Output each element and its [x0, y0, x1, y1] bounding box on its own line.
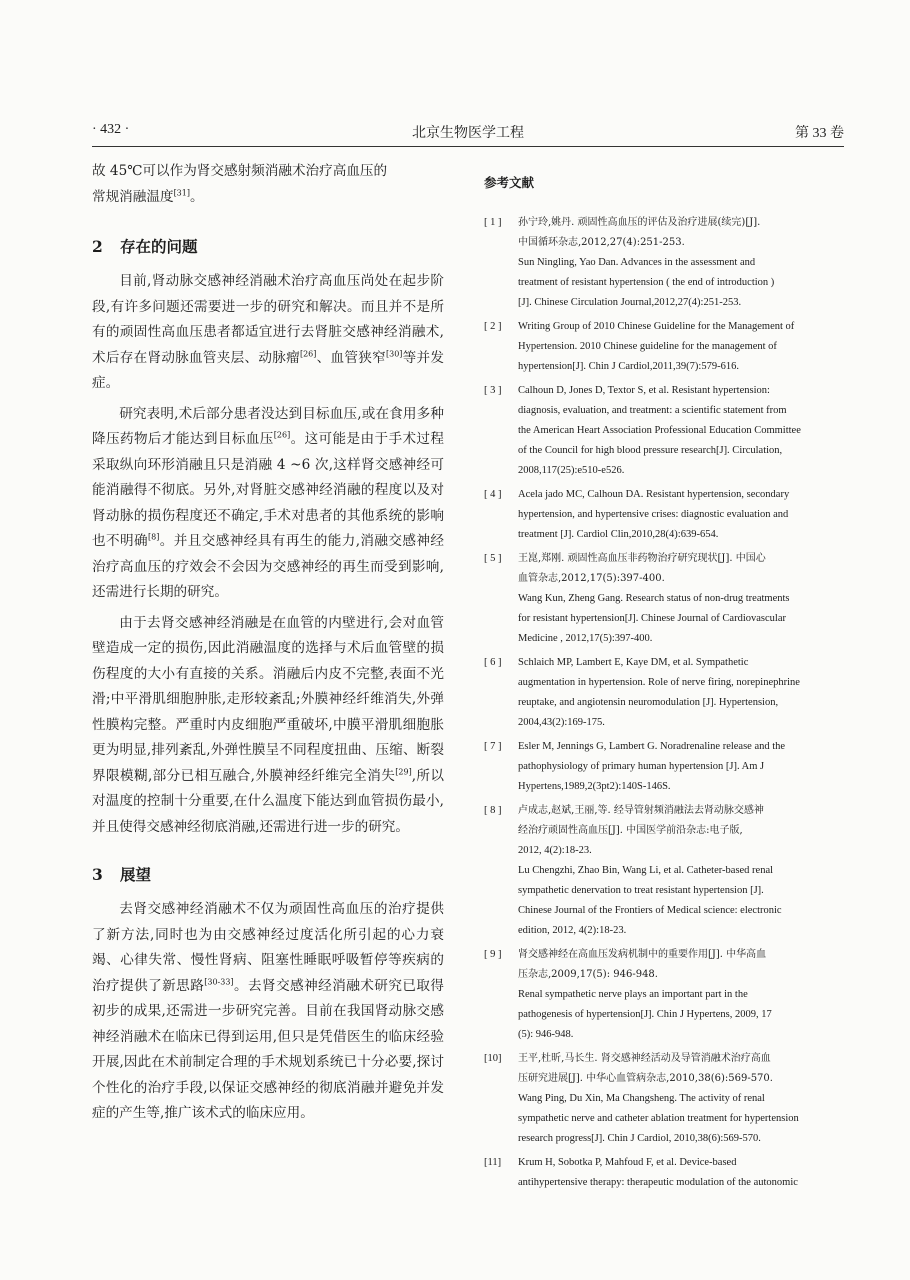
reference-line: 卢成志,赵斌,王丽,等. 经导管射频消融法去肾动脉交感神: [518, 805, 764, 816]
paragraph: 目前,肾动脉交感神经消融术治疗高血压尚处在起步阶段,有许多问题还需要进一步的研究和解决。而且并不是所有的顽固性高血压患者都适宜进行去肾脏交感神经消融术,术后存在肾动脉血管夹层、动脉瘤[26]、血管狭窄[30]等并发症。: [92, 273, 444, 391]
reference-number: [ 1 ]: [484, 217, 502, 228]
reference-number: [ 8 ]: [484, 805, 502, 816]
reference-line: 2012, 4(2):18-23.: [518, 845, 592, 856]
reference-item: [484, 653, 844, 733]
reference-line: research progress[J]. Chin J Cardiol, 2010,38(6):569-570.: [518, 1133, 761, 1144]
reference-line: pathogenesis of hypertension[J]. Chin J Hypertens, 2009, 17: [518, 1009, 772, 1020]
reference-line: Krum H, Sobotka P, Mahfoud F, et al. Device-based: [518, 1157, 737, 1168]
reference-line: 肾交感神经在高血压发病机制中的重要作用[J]. 中华高血: [518, 949, 767, 960]
reference-line: Wang Ping, Du Xin, Ma Changsheng. The activity of renal: [518, 1093, 765, 1104]
reference-line: Calhoun D, Jones D, Textor S, et al. Resistant hypertension:: [518, 385, 770, 396]
reference-item: [484, 945, 844, 1045]
header-rule: [92, 146, 844, 147]
reference-number: [ 7 ]: [484, 741, 502, 752]
reference-line: Wang Kun, Zheng Gang. Research status of non-drug treatments: [518, 593, 790, 604]
reference-item: [484, 737, 844, 797]
reference-number: [ 9 ]: [484, 949, 502, 960]
reference-item: [484, 1049, 844, 1149]
reference-line: reuptake, and angiotensin neuromodulation [J]. Hypertension,: [518, 697, 779, 708]
reference-line: diagnosis, evaluation, and treatment: a scientific statement from: [518, 405, 787, 416]
reference-line: 中国循环杂志,2012,27(4):251-253.: [518, 237, 685, 248]
reference-item: [484, 549, 844, 649]
reference-line: for resistant hypertension[J]. Chinese Journal of Cardiovascular: [518, 613, 786, 624]
reference-line: Renal sympathetic nerve plays an important part in the: [518, 989, 748, 1000]
reference-number: [ 6 ]: [484, 657, 502, 668]
reference-item: [484, 801, 844, 941]
page-header: [92, 118, 844, 144]
reference-line: 孙宁玲,姚丹. 顽固性高血压的评估及治疗进展(续完)[J].: [518, 217, 761, 228]
reference-number: [11]: [484, 1157, 502, 1168]
reference-line: Hypertension. 2010 Chinese guideline for the management of: [518, 341, 777, 352]
reference-line: edition, 2012, 4(2):18-23.: [518, 925, 627, 936]
reference-number: [ 2 ]: [484, 321, 502, 332]
left-column: [92, 159, 444, 1127]
reference-line: pathophysiology of primary human hypertension [J]. Am J: [518, 761, 765, 772]
section-heading-2: 2 存在的问题: [92, 237, 198, 256]
reference-item: [484, 381, 844, 481]
reference-line: sympathetic denervation to treat resistant hypertension [J].: [518, 885, 764, 896]
volume-label: 第 33 卷: [795, 126, 844, 141]
reference-item: [484, 1153, 844, 1193]
reference-line: hypertension, and hypertensive crises: diagnostic evaluation and: [518, 509, 789, 520]
reference-line: augmentation in hypertension. Role of nerve firing, norepinephrine: [518, 677, 800, 688]
reference-line: Writing Group of 2010 Chinese Guideline for the Management of: [518, 321, 795, 332]
reference-line: of the Council for high blood pressure research[J]. Circulation,: [518, 445, 783, 456]
reference-item: [484, 317, 844, 377]
paragraph: 研究表明,术后部分患者没达到目标血压,或在食用多种降压药物后才能达到目标血压[26]。这可能是由于手术过程采取纵向环形消融且只是消融 4 ~6 次,这样肾交感神经可能消融得不彻底。另外,对肾脏交感神经消融的程度以及对肾动脉的损伤程度还不确定,手术对患者的其他系统的影响也不明确[8]。并且交感神经具有再生的能力,消融交感神经治疗高血压的疗效会不会因为交感神经的再生而受到影响,还需进行长期的研究。: [92, 405, 445, 600]
references-column: [484, 171, 844, 1197]
reference-list: [484, 213, 844, 1193]
citation[interactable]: [29]: [395, 766, 412, 776]
reference-number: [ 4 ]: [484, 489, 502, 500]
reference-line: Schlaich MP, Lambert E, Kaye DM, et al. Sympathetic: [518, 657, 749, 668]
paragraph-continued: 故 45℃可以作为肾交感射频消融术治疗高血压的 常规消融温度[31]。: [92, 163, 388, 205]
journal-title: 北京生物医学工程: [412, 126, 524, 141]
reference-line: 压杂志,2009,17(5): 946-948.: [518, 969, 658, 980]
reference-number: [ 3 ]: [484, 385, 502, 396]
reference-line: treatment [J]. Cardiol Clin,2010,28(4):639-654.: [518, 529, 719, 540]
reference-line: Acela jado MC, Calhoun DA. Resistant hypertension, secondary: [518, 489, 790, 500]
reference-line: treatment of resistant hypertension ( the end of introduction ): [518, 277, 775, 288]
citation[interactable]: [30-33]: [204, 976, 234, 986]
reference-line: the American Heart Association Professional Education Committee: [518, 425, 801, 436]
citation[interactable]: [31]: [173, 187, 190, 197]
reference-number: [ 5 ]: [484, 553, 502, 564]
reference-line: Hypertens,1989,2(3pt2):140S-146S.: [518, 781, 671, 792]
reference-line: 2008,117(25):e510-e526.: [518, 465, 625, 476]
reference-item: [484, 485, 844, 545]
citation[interactable]: [30]: [385, 348, 403, 358]
reference-line: 王平,杜昕,马长生. 肾交感神经活动及导管消融术治疗高血: [518, 1053, 771, 1064]
reference-line: (5): 946-948.: [518, 1029, 574, 1040]
reference-line: 血管杂志,2012,17(5):397-400.: [518, 573, 665, 584]
reference-line: [J]. Chinese Circulation Journal,2012,27(4):251-253.: [518, 297, 742, 308]
reference-line: 经治疗顽固性高血压[J]. 中国医学前沿杂志:电子版,: [518, 825, 743, 836]
citation[interactable]: [8]: [148, 532, 160, 542]
citation[interactable]: [26]: [299, 348, 317, 358]
reference-line: 王崑,郑刚. 顽固性高血压非药物治疗研究现状[J]. 中国心: [518, 553, 766, 564]
reference-line: 压研究进展[J]. 中华心血管病杂志,2010,38(6):569-570.: [518, 1073, 773, 1084]
reference-line: hypertension[J]. Chin J Cardiol,2011,39(7):579-616.: [518, 361, 739, 372]
reference-item: [484, 213, 844, 313]
reference-line: Sun Ningling, Yao Dan. Advances in the assessment and: [518, 257, 756, 268]
reference-line: Lu Chengzhi, Zhao Bin, Wang Li, et al. Catheter-based renal: [518, 865, 774, 876]
paragraph: 由于去肾交感神经消融是在血管的内壁进行,会对血管壁造成一定的损伤,因此消融温度的选择与术后血管壁的损伤程度的大小有直接的关系。消融后内皮不完整,表面不光滑;中平滑肌细胞肿胀,走形较紊乱;外膜神经纤维消失,外弹性膜构完整。严重时内皮细胞严重破坏,中膜平滑肌细胞胀更为明显,排列紊乱,外弹性膜呈不同程度扭曲、压缩、断裂界限模糊,部分已相互融合,外膜神经纤维完全消失[29],所以对温度的控制十分重要,在什么温度下能达到血管损伤最小,并且使得交感神经彻底消融,还需进行进一步的研究。: [92, 614, 445, 835]
reference-number: [10]: [484, 1053, 502, 1064]
reference-line: 2004,43(2):169-175.: [518, 717, 605, 728]
reference-line: antihypertensive therapy: therapeutic modulation of the autonomic: [518, 1177, 798, 1188]
references-heading: 参考文献: [484, 175, 535, 190]
reference-line: Medicine , 2012,17(5):397-400.: [518, 633, 653, 644]
section-heading-3: 3 展望: [92, 865, 152, 884]
citation[interactable]: [26]: [273, 430, 291, 440]
page-number: · 432 ·: [92, 122, 130, 137]
reference-line: Esler M, Jennings G, Lambert G. Noradrenaline release and the: [518, 741, 786, 752]
reference-line: sympathetic nerve and catheter ablation treatment for hypertension: [518, 1113, 799, 1124]
paragraph: 去肾交感神经消融术不仅为顽固性高血压的治疗提供了新方法,同时也为由交感神经过度活化所引起的心力衰竭、心律失常、慢性肾病、阻塞性睡眠呼吸暂停等疾病的治疗提供了新思路[30-33]。去肾交感神经消融术研究已取得初步的成果,还需进一步研究完善。目前在我国肾动脉交感神经消融术在临床已得到运用,但只是凭借医生的临床经验开展,因此在术前制定合理的手术规划系统已十分必要,探讨个性化的治疗手段,以保证交感神经的彻底消融并避免并发症的产生等,推广该术式的临床应用。: [92, 901, 445, 1121]
reference-line: Chinese Journal of the Frontiers of Medical science: electronic: [518, 905, 782, 916]
